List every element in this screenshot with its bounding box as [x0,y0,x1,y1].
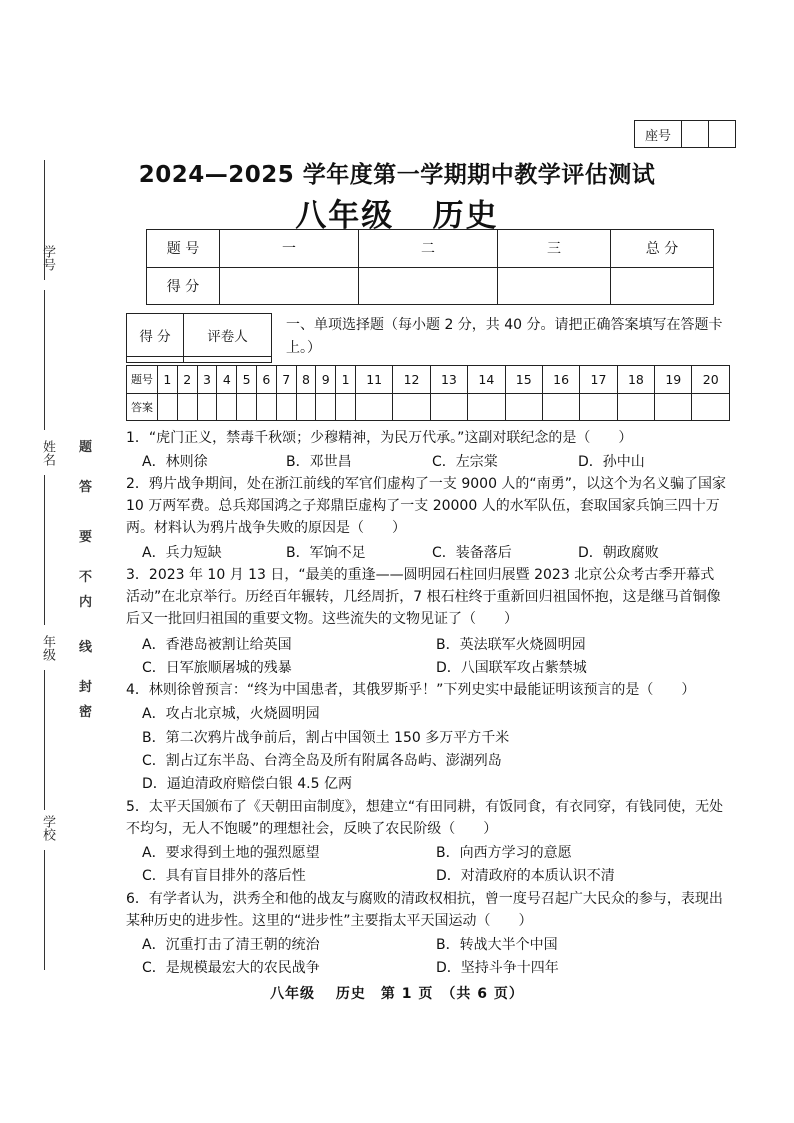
score-header-cell: 一 [220,230,359,268]
question-1-option-b: B．邓世昌 [286,454,352,470]
question-number: 19 [655,366,692,394]
grade-label: 年级 [40,635,55,661]
question-number: 3 [197,366,217,394]
question-4-stem: 4．林则徐曾预言：“终为中国患者，其俄罗斯乎！”下列史实中最能证明该预言的是（ ） [126,682,696,698]
grader-score-cell[interactable] [127,357,184,363]
seal-char: 封 [79,680,93,695]
question-4-option-c: C．割占辽东半岛、台湾全岛及所有附属各岛屿、澎湖列岛 [142,753,502,769]
question-5-option-b: B．向西方学习的意愿 [436,845,572,861]
answer-cell[interactable] [256,393,276,421]
question-5-option-a: A．要求得到土地的强烈愿望 [142,845,320,861]
answer-cell[interactable] [655,393,692,421]
score-header-cell: 题 号 [147,230,220,268]
question-number: 2 [177,366,197,394]
score-header-cell: 三 [498,230,611,268]
question-1-stem: 1．“虎门正义，禁毒千秋颂；少穆精神，为民万代承。”这副对联纪念的是（ ） [126,430,633,446]
question-3-option-b: B．英法联军火烧圆明园 [436,637,586,653]
question-2-option-a: A．兵力短缺 [142,545,222,561]
question-6-option-a: A．沉重打击了清王朝的统治 [142,937,320,953]
question-5-option-d: D．对清政府的本质认识不清 [436,868,615,884]
seal-char: 内 [79,595,93,610]
question-6-option-d: D．坚持斗争十四年 [436,960,559,976]
question-1-option-a: A．林则徐 [142,454,208,470]
seal-char: 密 [79,705,93,720]
question-number: 13 [430,366,467,394]
question-number: 1 [336,366,356,394]
binding-line [44,290,45,430]
question-number: 9 [316,366,336,394]
answer-grid-answer-row [127,393,730,421]
grader-name-cell[interactable] [184,357,272,363]
question-1-option-c: C．左宗棠 [432,454,498,470]
score-cell[interactable] [498,267,611,305]
seat-number-box[interactable] [634,120,736,148]
question-3-option-c: C．日军旅顺屠城的残暴 [142,660,292,676]
answer-cell[interactable] [430,393,467,421]
answer-grid-header: 题号 [127,366,158,394]
question-number: 11 [355,366,392,394]
seat-number-cell[interactable] [682,121,709,147]
question-5-option-c: C．具有盲目排外的落后性 [142,868,306,884]
question-number: 15 [505,366,542,394]
binding-line [44,670,45,810]
answer-grid-number-row [127,366,730,394]
binding-line [44,475,45,625]
question-3-stem: 3．2023 年 10 月 13 日，“最美的重逢——圆明园石柱回归展暨 2023 北京公众考古季开幕式活动”在北京举行。历经百年辗转，几经周折，7 根石柱终于重新回归祖国怀抱，这是继马首铜像后又一批回归祖国的重要文物。这些流失的文物见证了（ ） [126,567,721,627]
grader-score-label: 得 分 [127,314,184,357]
binding-margin [0,0,110,1123]
answer-cell[interactable] [158,393,178,421]
seal-char: 不 [79,570,93,585]
score-row-label: 得 分 [147,267,220,305]
page-footer: 八年级 历史 第 1 页 （共 6 页） [270,986,524,1002]
score-header-cell: 总 分 [611,230,714,268]
answer-cell[interactable] [617,393,654,421]
question-number: 12 [393,366,430,394]
question-2-option-b: B．军饷不足 [286,545,366,561]
answer-grid [126,365,730,421]
binding-line [44,850,45,970]
score-cell[interactable] [220,267,359,305]
question-number: 8 [296,366,316,394]
question-number: 14 [468,366,505,394]
seat-number-cell[interactable] [709,121,735,147]
question-3-option-d: D．八国联军攻占紫禁城 [436,660,587,676]
answer-cell[interactable] [542,393,579,421]
grader-table [126,313,272,363]
answer-cell[interactable] [468,393,505,421]
question-5-stem: 5．太平天国颁布了《天朝田亩制度》，想建立“有田同耕，有饭同食，有衣同穿，有钱同使，无处不均匀，无人不饱暖”的理想社会，反映了农民阶级（ ） [126,799,724,837]
exam-title: 2024—2025 学年度第一学期期中教学评估测试 [138,162,656,188]
score-cell[interactable] [611,267,714,305]
question-number: 6 [256,366,276,394]
answer-cell[interactable] [355,393,392,421]
score-header-cell: 二 [359,230,498,268]
question-number: 18 [617,366,654,394]
student-id-label: 学号 [40,245,55,271]
question-number: 17 [580,366,617,394]
seal-char: 答 [79,480,93,495]
score-table [146,229,714,305]
score-cell[interactable] [359,267,498,305]
question-2-stem: 2．鸦片战争期间，处在浙江前线的军官们虚构了一支 9000 人的“南勇”，以这个为名义骗了国家 10 万两军费。总兵郑国鸿之子郑鼎臣虚构了一支 20000 人的水军队伍，套取国家兵饷三四十万两。材料认为鸦片战争失败的原因是（ ） [126,476,726,536]
question-number: 4 [217,366,237,394]
seat-number-label: 座号 [635,121,682,147]
question-4-option-a: A．攻占北京城，火烧圆明园 [142,706,320,722]
answer-cell[interactable] [217,393,237,421]
answer-cell[interactable] [296,393,316,421]
answer-cell[interactable] [505,393,542,421]
grader-label: 评卷人 [184,314,272,357]
question-4-option-d: D．逼迫清政府赔偿白银 4.5 亿两 [142,776,352,792]
name-label: 姓名 [40,440,55,466]
seal-char: 题 [79,440,93,455]
question-number: 5 [237,366,257,394]
section-heading: 一、单项选择题（每小题 2 分，共 40 分。请把正确答案填写在答题卡上。） [286,317,723,356]
question-6-option-c: C．是规模最宏大的农民战争 [142,960,320,976]
seal-char: 要 [79,530,93,545]
question-number: 16 [542,366,579,394]
answer-cell[interactable] [197,393,217,421]
answer-cell[interactable] [276,393,296,421]
answer-cell[interactable] [692,393,730,421]
school-label: 学校 [40,815,55,841]
question-1-option-d: D．孙中山 [578,454,645,470]
question-4-option-b: B．第二次鸦片战争前后，割占中国领土 150 多万平方千米 [142,730,510,746]
question-3-option-a: A．香港岛被割让给英国 [142,637,292,653]
question-number: 1 [158,366,178,394]
question-6-option-b: B．转战大半个中国 [436,937,558,953]
question-2-option-c: C．装备落后 [432,545,512,561]
answer-cell[interactable] [336,393,356,421]
answer-cell[interactable] [237,393,257,421]
exam-subtitle: 八年级 历史 [295,198,499,234]
question-number: 20 [692,366,730,394]
answer-cell[interactable] [177,393,197,421]
question-6-stem: 6．有学者认为，洪秀全和他的战友与腐败的清政权相抗，曾一度号召起广大民众的参与，表现出某种历史的进步性。这里的“进步性”主要指太平天国运动（ ） [126,891,723,929]
seal-char: 线 [79,640,93,655]
answer-cell[interactable] [580,393,617,421]
answer-cell[interactable] [316,393,336,421]
question-2-option-d: D．朝政腐败 [578,545,659,561]
answer-cell[interactable] [393,393,430,421]
question-number: 7 [276,366,296,394]
answer-row-label: 答案 [127,393,158,421]
